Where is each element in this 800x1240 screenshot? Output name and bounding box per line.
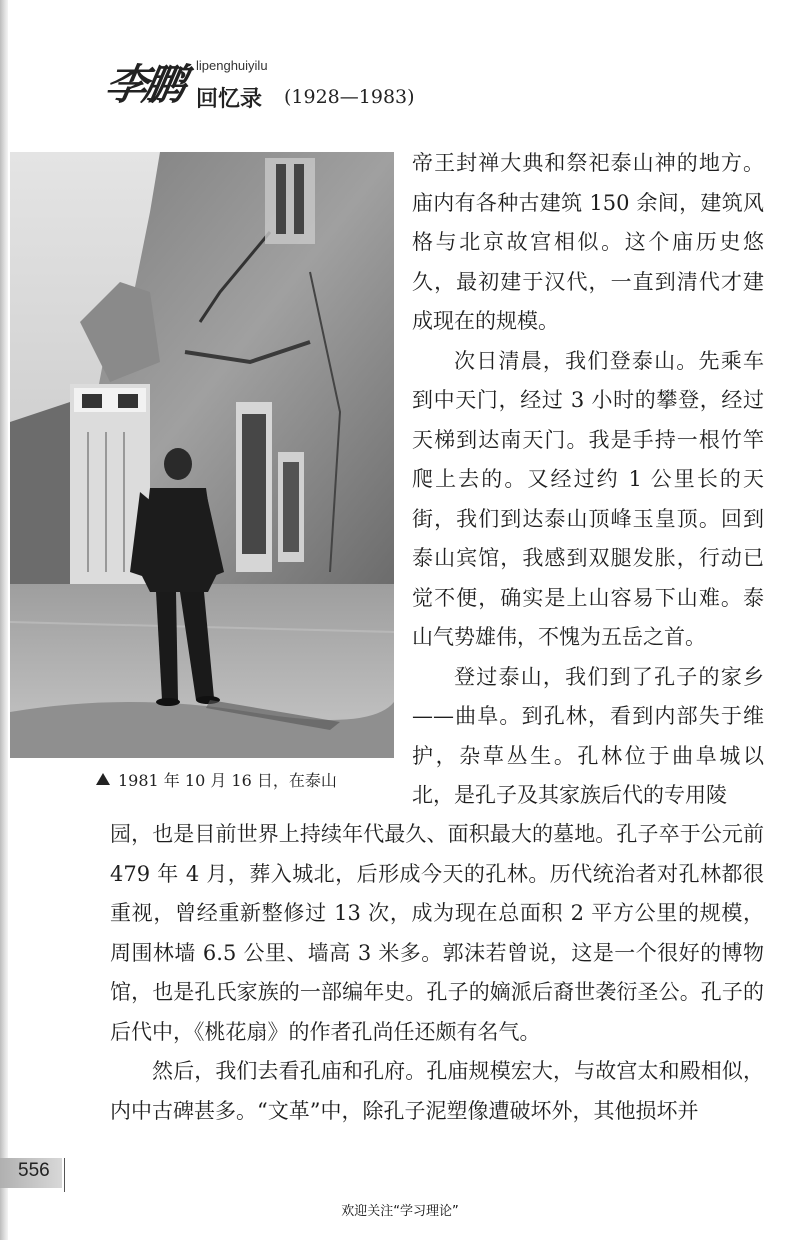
page-number: 556 <box>18 1160 50 1181</box>
paragraph: 然后，我们去看孔庙和孔府。孔庙规模宏大，与故宫太和殿相似，内中古碑甚多。“文革”中，除孔子泥塑像遭破坏外，其他损坏并 <box>110 1059 764 1123</box>
photo-caption <box>96 768 337 791</box>
footer-note: 欢迎关注“学习理论” <box>341 1204 459 1219</box>
page-header <box>101 52 666 116</box>
author-calligraphy: 李鹏 <box>101 60 186 109</box>
full-width-text <box>110 815 764 1131</box>
photo-taishan <box>10 152 394 758</box>
caption-text: 1981 年 10 月 16 日，在泰山 <box>118 771 337 790</box>
paragraph: 帝王封禅大典和祭祀泰山神的地方。庙内有各种古建筑 150 余间，建筑风格与北京故宫相似。这个庙历史悠久，最初建于汉代，一直到清代才建成现在的规模。 <box>412 151 764 333</box>
book-title: 回忆录 <box>196 86 263 112</box>
book-years: (1928—1983) <box>284 86 415 108</box>
header-pinyin: lipenghuiyilu <box>196 58 268 73</box>
right-column-text <box>412 144 764 816</box>
triangle-icon <box>96 773 110 785</box>
page-number-divider <box>64 1158 65 1192</box>
paragraph: 次日清晨，我们登泰山。先乘车到中天门，经过 3 小时的攀登，经过天梯到达南天门。我是手持一根竹竿爬上去的。又经过约 1 公里长的天街，我们到达泰山顶峰玉皇顶。回到泰山宾馆，我感到双腿发胀，行动已觉不便，确实是上山容易下山难。泰山气势雄伟，不愧为五岳之首。 <box>412 348 764 649</box>
paragraph: 园，也是目前世界上持续年代最久、面积最大的墓地。孔子卒于公元前 479 年 4 月，葬入城北，后形成今天的孔林。历代统治者对孔林都很重视，曾经重新整修过 13 次，成为现在总面积 2 平方公里的规模，周围林墙 6.5 公里、墙高 3 米多。郭沫若曾说，这是一个很好的博物馆，也是孔氏家族的一部编年史。孔子的嫡派后裔世袭衍圣公。孔子的后代中，《桃花扇》的作者孔尚任还颇有名气。 <box>110 822 764 1044</box>
page-edge <box>0 0 8 1240</box>
paragraph: 登过泰山，我们到了孔子的家乡——曲阜。到孔林，看到内部失于维护，杂草丛生。孔林位于曲阜城以北，是孔子及其家族后代的专用陵 <box>412 664 764 807</box>
